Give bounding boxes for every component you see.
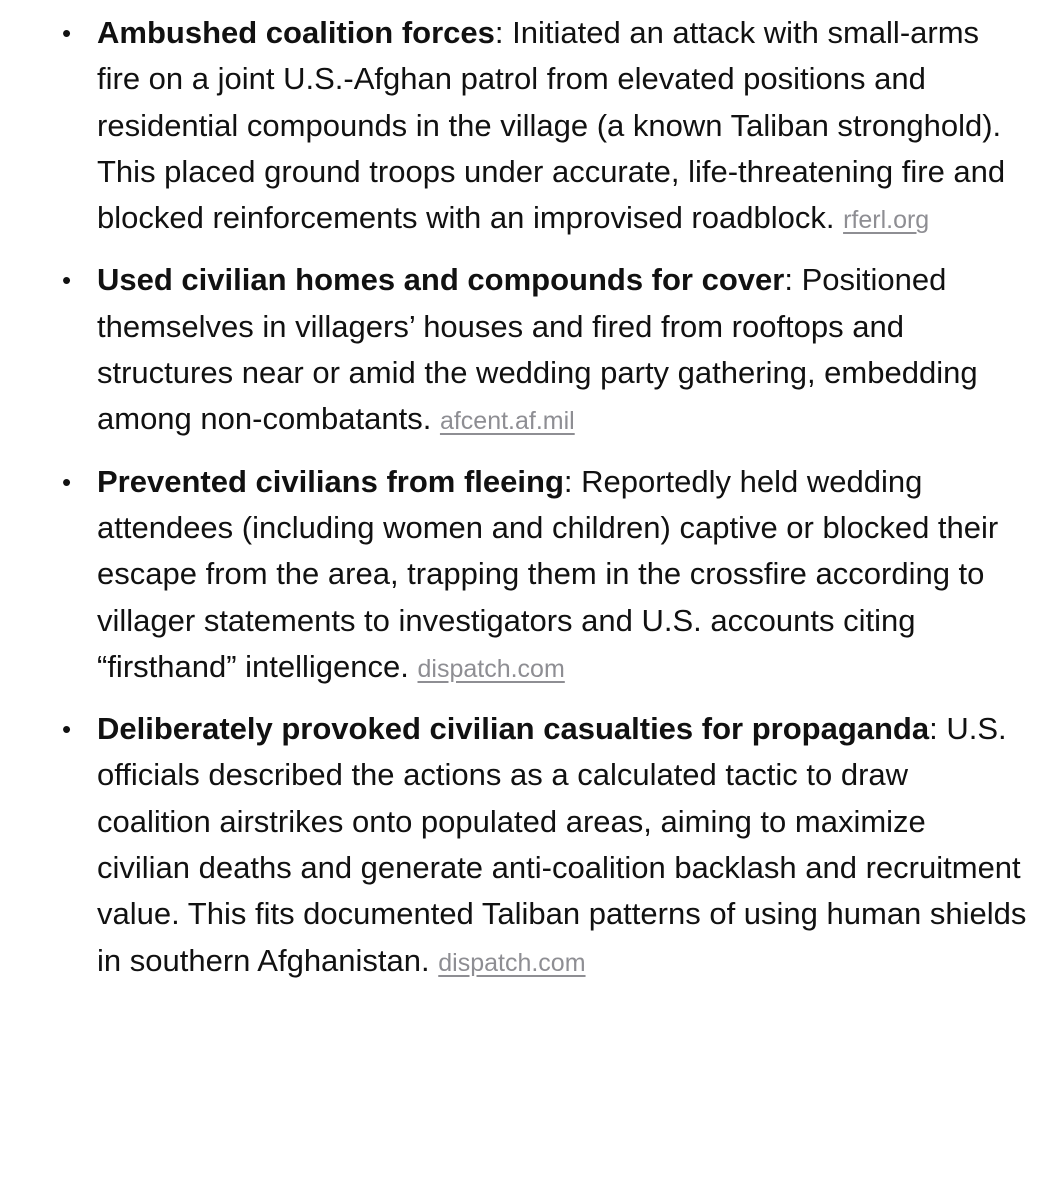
item-body: Initiated an attack with small-arms fire on a joint U.S.-Afghan patrol from elevated positions and residential compounds in the village (a known Taliban stronghold). This placed ground troops under accurate, life-threatening fire and blocked reinforcements with an improvised roadblock. <box>97 15 1006 236</box>
source-link[interactable]: afcent.af.mil <box>439 407 575 436</box>
source-link[interactable]: dispatch.com <box>438 948 586 977</box>
heading-separator: : <box>784 262 802 298</box>
heading-separator: : <box>563 463 582 499</box>
list-item <box>62 10 1027 243</box>
bullet-marker: • <box>62 18 72 48</box>
heading-separator: : <box>929 711 947 747</box>
list-item <box>62 706 1027 986</box>
bullet-marker: • <box>62 466 72 497</box>
item-body: U.S. officials described the actions as a calculated tactic to draw coalition airstrikes onto populated areas, aiming to maximize civilian deaths and generate anti-coalition backlash and recruitment value. This fits documented Taliban patterns of using human shields in southern Afghanistan. <box>97 711 1027 978</box>
item-heading: Deliberately provoked civilian casualties for propaganda <box>97 711 930 747</box>
bullet-marker: • <box>62 265 72 296</box>
item-heading: Ambushed coalition forces <box>97 15 495 50</box>
item-heading: Used civilian homes and compounds for cover <box>97 262 785 298</box>
bullet-list <box>0 10 1027 986</box>
item-body: Reportedly held wedding attendees (including women and children) captive or blocked their escape from the area, trapping them in the crossfire according to villager statements to investigators and U.S. accounts citing “firsthand” intelligence. <box>97 463 999 684</box>
source-link[interactable]: rferl.org <box>843 206 930 235</box>
list-item <box>62 257 1027 444</box>
bullet-marker: • <box>62 714 72 745</box>
item-heading: Prevented civilians from fleeing <box>97 463 564 499</box>
source-link[interactable]: dispatch.com <box>417 654 565 683</box>
item-body: Positioned themselves in villagers’ houses and fired from rooftops and structures near or amid the wedding party gathering, embedding among non-combatants. <box>97 262 978 437</box>
list-item <box>62 459 1027 692</box>
heading-separator: : <box>494 15 513 50</box>
